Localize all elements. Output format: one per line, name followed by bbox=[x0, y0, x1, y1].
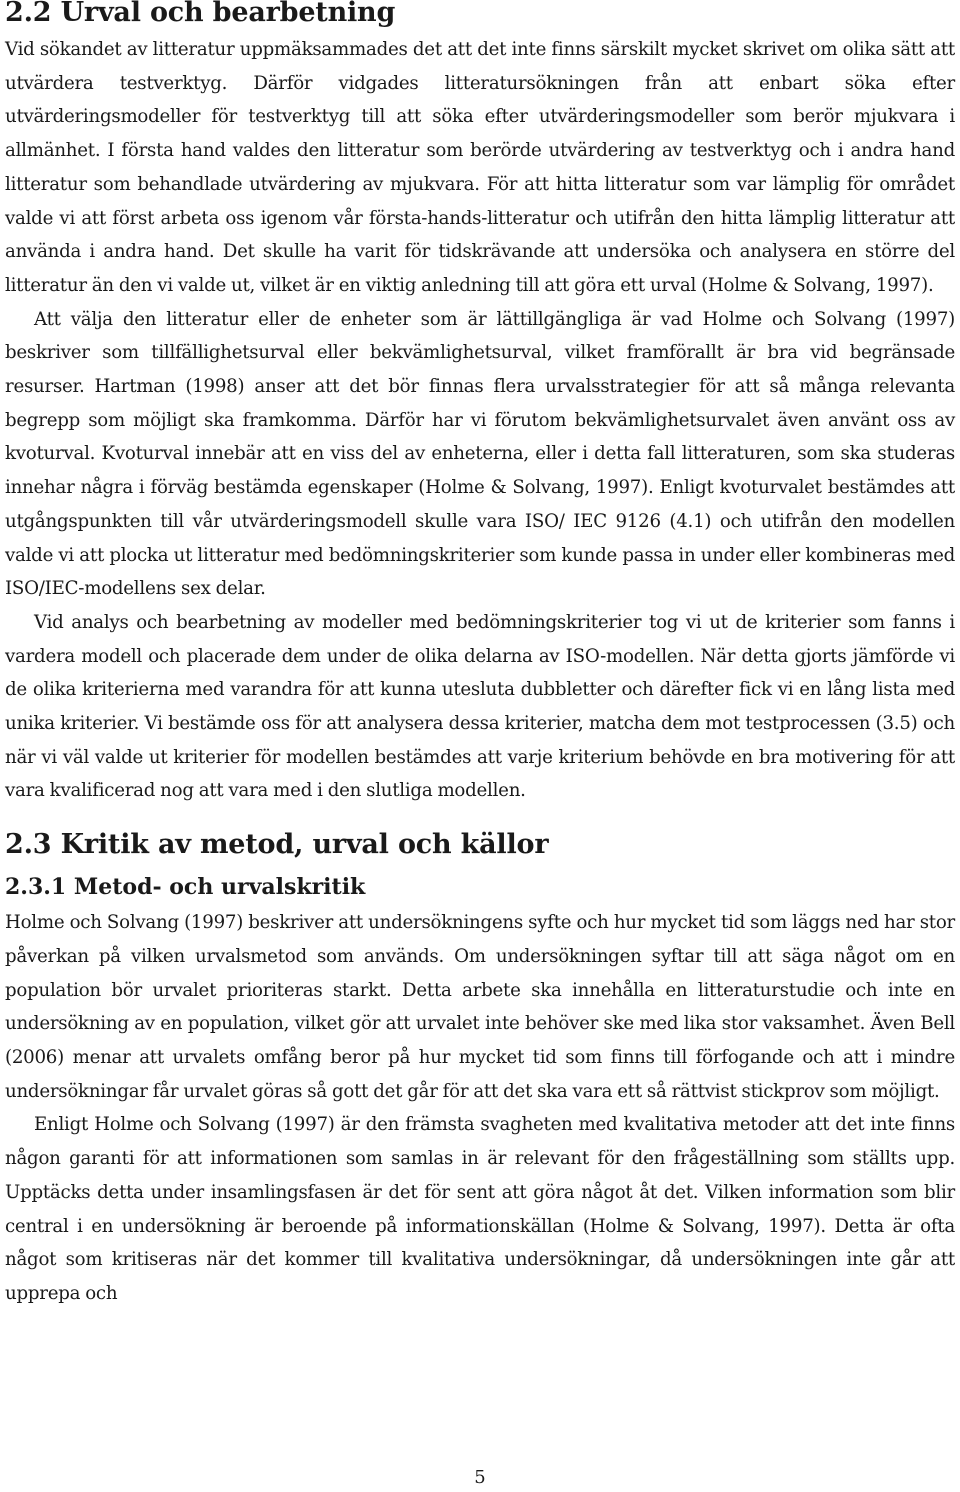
paragraph-2-3-1-2: Enligt Holme och Solvang (1997) är den främsta svagheten med kvalitativa metoder att det inte finns någon garanti för att informationen som samlas in är relevant för den frågeställning som ställts upp. Upptäcks detta under insamlingsfasen är det för sent att göra något åt det. Vilken information som blir central i en undersökning är beroende på informationskällan (Holme & Solvang, 1997). Detta är ofta något som kritiseras när det kommer till kvalitativa undersökningar, då undersökningen inte går att upprepa och bbox=[5, 1114, 955, 1304]
document-page bbox=[5, 0, 955, 1311]
subsection-heading-2-3-1: 2.3.1 Metod- och urvalskritik bbox=[5, 874, 366, 901]
paragraph-2-2-3: Vid analys och bearbetning av modeller med bedömningskriterier tog vi ut de kriterier som fanns i vardera modell och placerade dem under de olika delarna av ISO-modellen. När detta gjorts jämförde vi de olika kriterierna med varandra för att kunna utesluta dubbletter och därefter fick vi en lång lista med unika kriterier. Vi bestämde oss för att analysera dessa kriterier, matcha dem mot testprocessen (3.5) och när vi väl valde ut kriterier för modellen bestämdes att varje kriterium behövde en bra motivering för att vara kvalificerad nog att vara med i den slutliga modellen. bbox=[5, 611, 955, 802]
section-heading-2-2: 2.2 Urval och bearbetning bbox=[5, 0, 396, 28]
section-heading-2-3: 2.3 Kritik av metod, urval och källor bbox=[5, 829, 549, 861]
page-number: 5 bbox=[474, 1467, 486, 1488]
paragraph-2-3-1-1: Holme och Solvang (1997) beskriver att undersökningens syfte och hur mycket tid som läggs ned har stor påverkan på vilken urvalsmetod som används. Om undersökningen syftar till att säga något om en population bör urvalet prioriteras starkt. Detta arbete ska innehålla en litteraturstudie och inte en undersökning av en population, vilket gör att urvalet inte behöver ske med lika stor vaksamhet. Även Bell (2006) menar att urvalets omfång beror på hur mycket tid som finns till förfogande och att i mindre undersökningar får urvalet göras så gott det går för att det ska vara ett så rättvist stickprov som möjligt. bbox=[5, 912, 955, 1102]
paragraph-2-2-2: Att välja den litteratur eller de enheter som är lättillgängliga är vad Holme och Solvang (1997) beskriver som tillfällighetsurval eller bekvämlighetsurval, vilket framförallt är bra vid begränsade resurser. Hartman (1998) anser att det bör finnas flera urvalsstrategier för att så många relevanta begrepp som möjligt ska framkomma. Därför har vi förutom bekvämlighetsurvalet även använt oss av kvoturval. Kvoturval innebär att en viss del av enheterna, eller i detta fall litteraturen, som ska studeras innehar några i förväg bestämda egenskaper (Holme & Solvang, 1997). Enligt kvoturvalet bestämdes att utgångspunkten till vår utvärderingsmodell skulle vara ISO/ IEC 9126 (4.1) och utifrån den modellen valde vi att plocka ut litteratur med bedömningskriterier som kunde passa in under eller kombineras med ISO/IEC-modellens sex delar. bbox=[5, 308, 955, 600]
paragraph-2-2-1: Vid sökandet av litteratur uppmäksammades det att det inte finns särskilt mycket skrivet om olika sätt att utvärdera testverktyg. Därför vidgades litteratursökningen från att enbart söka efter utvärderingsmodeller för testverktyg till att söka efter utvärderingsmodeller som berör mjukvara i allmänhet. I första hand valdes den litteratur som berörde utvärdering av testverktyg och i andra hand litteratur som behandlade utvärdering av mjukvara. För att hitta litteratur som var lämplig för området valde vi att först arbeta oss igenom vår första-hands-litteratur och utifrån den hitta lämplig litteratur att använda i andra hand. Det skulle ha varit för tidskrävande att undersöka och analysera en större del litteratur än den vi valde ut, vilket är en viktig anledning till att göra ett urval (Holme & Solvang, 1997). bbox=[5, 39, 955, 296]
